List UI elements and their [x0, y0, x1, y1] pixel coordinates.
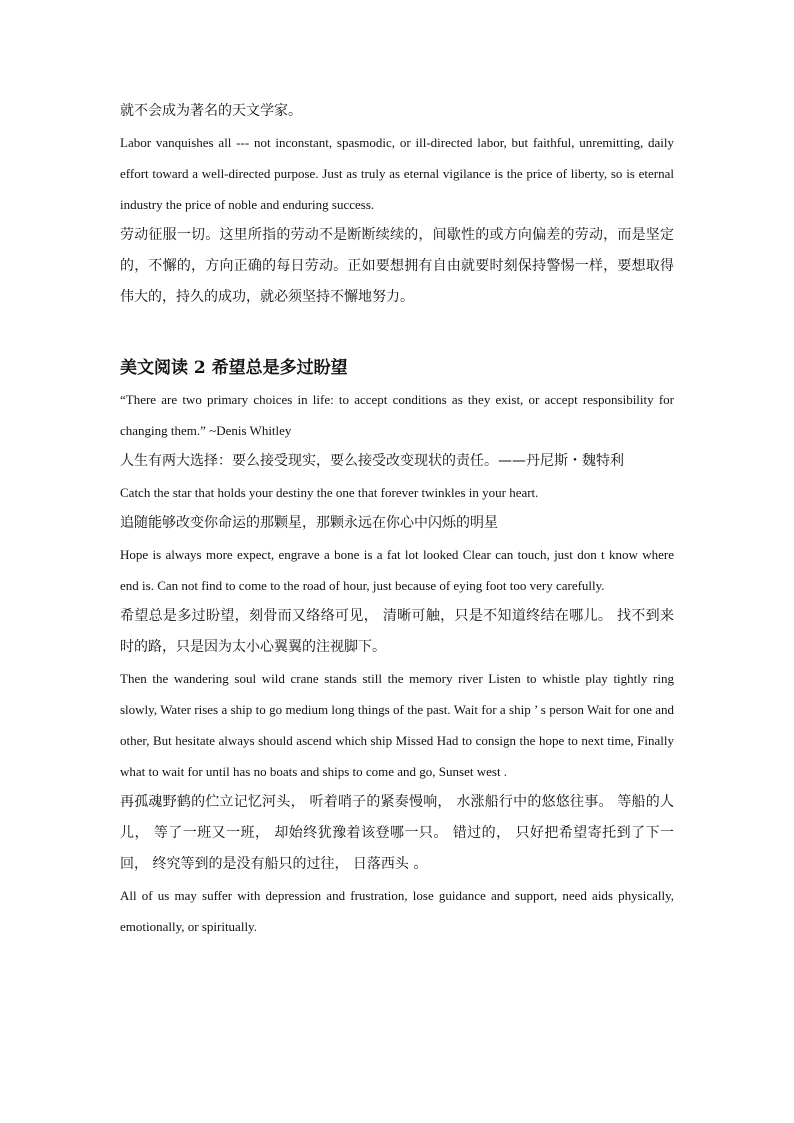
english-suffer: All of us may suffer with depression and frustration, lose guidance and support, need aids physically, emotionally, or spiritually.	[120, 888, 674, 934]
chinese-quote-labor: 劳动征服一切。这里所指的劳动不是断断续续的，间歇性的或方向偏差的劳动，而是坚定的，不懈的，方向正确的每日劳动。正如要想拥有自由就要时刻保持警惕一样，要想取得伟大的，持久的成功，就必须坚持不懈地努力。	[120, 227, 674, 305]
chinese-star: 追随能够改变你命运的那颗星，那颗永远在你心中闪烁的明星	[120, 515, 498, 531]
english-hope: Hope is always more expect, engrave a bone is a fat lot looked Clear can touch, just don t know where end is. Can not find to come to the road of hour, just because of eying foot too very carefully.	[120, 547, 674, 593]
document-body	[120, 96, 674, 942]
english-star: Catch the star that holds your destiny the one that forever twinkles in your heart.	[120, 485, 539, 500]
english-quote-labor: Labor vanquishes all --- not inconstant, spasmodic, or ill-directed labor, but faithful, unremitting, daily effort toward a well-directed purpose. Just as truly as eternal vigilance is the price of liberty, so is eternal industry the price of noble and enduring success.	[120, 135, 674, 212]
chinese-hope: 希望总是多过盼望，刻骨而又络络可见， 清晰可触，只是不知道终结在哪儿。 找不到来时的路，只是因为太小心翼翼的注视脚下。	[120, 608, 674, 655]
chinese-continuation: 就不会成为著名的天文学家。	[120, 103, 302, 119]
english-quote-choices: “There are two primary choices in life: to accept conditions as they exist, or accept responsibility for changing them.” ~Denis Whitley	[120, 392, 674, 438]
section-gap	[120, 313, 674, 353]
section-heading: 美文阅读 2 希望总是多过盼望	[120, 358, 348, 378]
english-wandering: Then the wandering soul wild crane stands still the memory river Listen to whistle play tightly ring slowly, Water rises a ship to go medium long things of the past. Wait for a ship ’ s person Wait for one and other, But hesitate always should ascend which ship Missed Had to consign the hope to next time, Finally what to wait for until has no boats and ships to come and go, Sunset west .	[120, 671, 674, 779]
chinese-wandering: 再孤魂野鹤的伫立记忆河头， 听着哨子的紧奏慢响， 水涨船行中的悠悠往事。 等船的人儿， 等了一班又一班， 却始终犹豫着该登哪一只。 错过的， 只好把希望寄托到了下一回， 终究等到的是没有船只的过往， 日落西头 。	[120, 794, 674, 872]
chinese-quote-choices: 人生有两大选择：要么接受现实，要么接受改变现状的责任。——丹尼斯・魏特利	[120, 453, 624, 469]
